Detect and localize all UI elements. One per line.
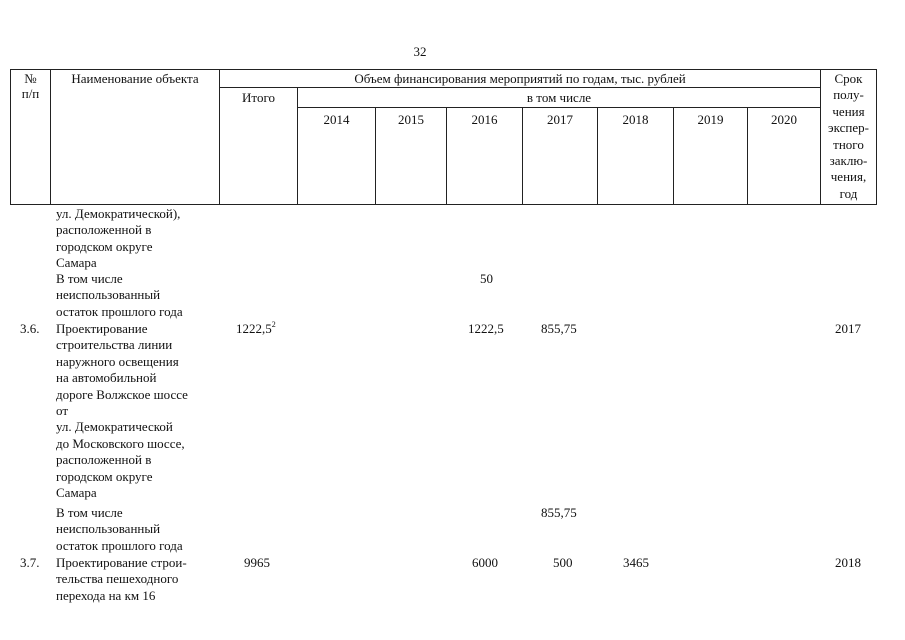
row-2-name: В том числе неиспользованный остаток прошлого года — [56, 505, 183, 553]
row-1-number: 3.6. — [20, 321, 40, 336]
header-including: в том числе — [526, 90, 592, 105]
header-year-2019: 2019 — [697, 112, 724, 127]
row-3-number: 3.7. — [20, 555, 40, 570]
continued-name: ул. Демократической), расположенной в городском округе Самара — [56, 206, 181, 271]
header-financing: Объем финансирования мероприятий по годам, тыс. рублей — [354, 71, 686, 86]
header-year-2014: 2014 — [323, 112, 350, 127]
row-3-deadline: 2018 — [835, 555, 861, 570]
header-year-2018: 2018 — [622, 112, 649, 127]
header-total: Итого — [242, 90, 275, 105]
header-no: № п/п — [21, 71, 40, 101]
row-3-name: Проектирование строи- тельства пешеходного перехода на км 16 — [56, 555, 187, 603]
row-2-2017: 855,75 — [541, 505, 577, 520]
header-name: Наименование объекта — [71, 71, 199, 86]
row-1-2017: 855,75 — [541, 321, 577, 336]
row-1-total: 1222,5$^2$ — [236, 320, 276, 336]
header-year-2015: 2015 — [398, 112, 424, 127]
row-0-2016: 50 — [480, 271, 493, 286]
row-3-total: 9965 — [244, 555, 270, 570]
row-3-2018: 3465 — [623, 555, 649, 570]
row-3-2017: 500 — [553, 555, 573, 570]
row-1-name: Проектирование строительства линии наружного освещения на автомобильной дороге Волжское шоссе от ул. Демократической до Московского шоссе, расположенной в городском округе Самара — [56, 321, 188, 501]
row-3-2016: 6000 — [472, 555, 498, 570]
page-number: 32 — [413, 44, 427, 59]
header-year-2017: 2017 — [547, 112, 573, 127]
row-0-name: В том числе неиспользованный остаток прошлого года — [56, 271, 183, 319]
header-deadline: Срок полу- чения экспер- тного заклю- чения, год — [828, 71, 869, 201]
row-1-2016: 1222,5 — [468, 321, 504, 336]
header-year-2016: 2016 — [471, 112, 498, 127]
header-year-2020: 2020 — [771, 112, 797, 127]
row-1-deadline: 2017 — [835, 321, 861, 336]
